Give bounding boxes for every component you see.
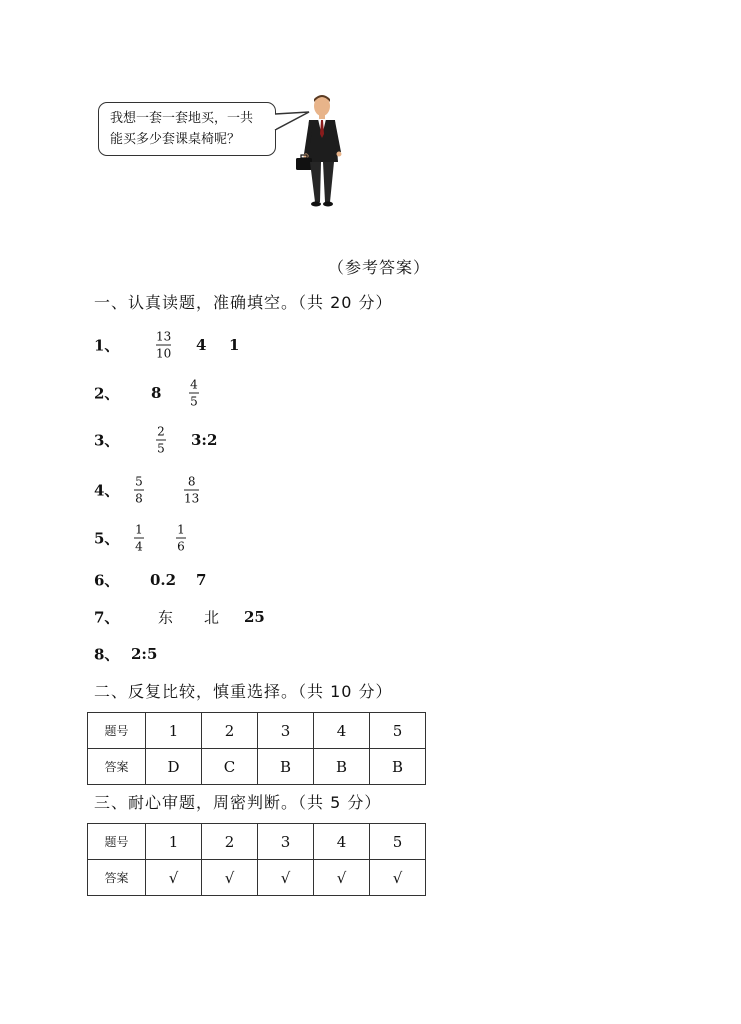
numerator: 4 bbox=[190, 377, 198, 392]
question-number: 4 bbox=[314, 713, 370, 749]
numerator: 2 bbox=[157, 424, 165, 439]
row-label: 题号 bbox=[88, 824, 146, 860]
denominator: 5 bbox=[157, 441, 165, 456]
numerator: 5 bbox=[135, 474, 143, 489]
answer-cell: √ bbox=[314, 860, 370, 896]
businessman-illustration bbox=[290, 92, 350, 208]
denominator: 8 bbox=[135, 491, 143, 506]
table-row bbox=[88, 713, 426, 749]
answer-cell: B bbox=[258, 749, 314, 785]
item-number: 4、 bbox=[94, 481, 120, 500]
table-row bbox=[88, 860, 426, 896]
answer-cell: √ bbox=[370, 860, 426, 896]
answer-value: 0.2 bbox=[150, 571, 177, 589]
answer-cell: √ bbox=[146, 860, 202, 896]
fraction bbox=[134, 523, 144, 554]
table-row bbox=[88, 824, 426, 860]
row-label: 答案 bbox=[88, 749, 146, 785]
question-number: 5 bbox=[370, 824, 426, 860]
answer-value: 7 bbox=[196, 571, 207, 589]
question-number: 3 bbox=[258, 713, 314, 749]
denominator: 6 bbox=[177, 539, 185, 554]
answer-cell: B bbox=[314, 749, 370, 785]
denominator: 4 bbox=[135, 539, 143, 554]
question-number: 5 bbox=[370, 713, 426, 749]
answer-cell: √ bbox=[258, 860, 314, 896]
speech-line-1: 我想一套一套地买，一共 bbox=[110, 111, 254, 126]
fraction bbox=[189, 378, 199, 409]
answer-item-8 bbox=[94, 634, 394, 674]
answer-value: 东 bbox=[158, 608, 174, 627]
answer-cell: B bbox=[370, 749, 426, 785]
answer-value: 25 bbox=[244, 608, 265, 626]
question-number: 2 bbox=[202, 824, 258, 860]
item-number: 2、 bbox=[94, 384, 120, 403]
answer-item-2 bbox=[94, 373, 394, 413]
question-number: 4 bbox=[314, 824, 370, 860]
table-row bbox=[88, 749, 426, 785]
question-number: 2 bbox=[202, 713, 258, 749]
numerator: 1 bbox=[177, 522, 185, 537]
numerator: 8 bbox=[187, 474, 196, 489]
item-number: 1、 bbox=[94, 336, 120, 355]
denominator: 10 bbox=[156, 346, 172, 361]
section-2-title: 二、反复比较，慎重选择。（共 10 分） bbox=[94, 682, 393, 701]
answer-cell: D bbox=[146, 749, 202, 785]
item-number: 8、 bbox=[94, 645, 120, 664]
answer-value: 8 bbox=[151, 384, 162, 402]
numerator: 1 bbox=[135, 522, 143, 537]
speech-line-2: 能买多少套课桌椅呢？ bbox=[110, 132, 241, 147]
row-label: 题号 bbox=[88, 713, 146, 749]
denominator: 13 bbox=[184, 491, 200, 506]
denominator: 5 bbox=[190, 394, 198, 409]
answer-item-5 bbox=[94, 518, 394, 558]
answer-cell: C bbox=[202, 749, 258, 785]
fraction bbox=[184, 475, 199, 506]
row-label: 答案 bbox=[88, 860, 146, 896]
reference-answer-title: （参考答案） bbox=[328, 258, 431, 277]
item-number: 6、 bbox=[94, 571, 120, 590]
section-3-title: 三、耐心审题，周密判断。（共 5 分） bbox=[94, 793, 382, 812]
answer-value: 3:2 bbox=[191, 431, 218, 449]
answer-item-1 bbox=[94, 325, 394, 365]
answer-item-7 bbox=[94, 597, 394, 637]
item-number: 3、 bbox=[94, 431, 120, 450]
question-number: 1 bbox=[146, 713, 202, 749]
fraction bbox=[176, 523, 186, 554]
fraction bbox=[156, 330, 171, 361]
judgment-answer-table bbox=[87, 823, 426, 896]
item-number: 7、 bbox=[94, 608, 120, 627]
fraction bbox=[156, 425, 166, 456]
item-number: 5、 bbox=[94, 529, 120, 548]
answer-item-3 bbox=[94, 420, 394, 460]
question-number: 1 bbox=[146, 824, 202, 860]
answer-value: 4 bbox=[196, 336, 207, 354]
answer-value: 1 bbox=[229, 336, 240, 354]
answer-item-4 bbox=[94, 470, 394, 510]
question-number: 3 bbox=[258, 824, 314, 860]
numerator: 13 bbox=[156, 329, 172, 344]
choice-answer-table bbox=[87, 712, 426, 785]
answer-value: 北 bbox=[204, 608, 220, 627]
speech-bubble bbox=[98, 102, 276, 156]
section-1-title: 一、认真读题，准确填空。（共 20 分） bbox=[94, 293, 393, 312]
answer-cell: √ bbox=[202, 860, 258, 896]
answer-value: 2:5 bbox=[131, 645, 158, 663]
answer-item-6 bbox=[94, 560, 394, 600]
fraction bbox=[134, 475, 144, 506]
